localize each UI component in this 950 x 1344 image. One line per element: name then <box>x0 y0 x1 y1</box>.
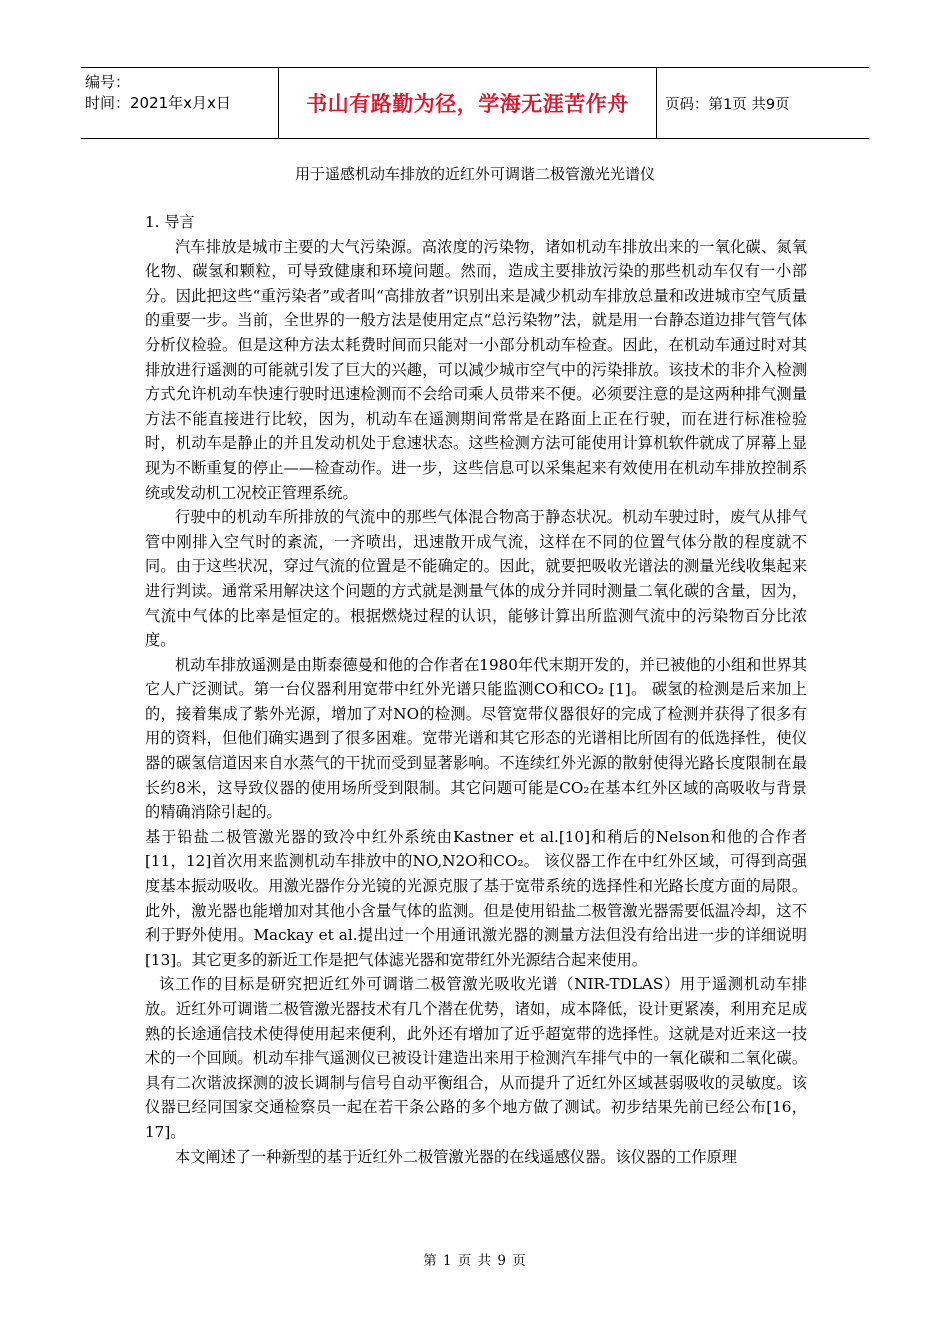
header-slogan-cell <box>279 68 657 138</box>
paragraph: 机动车排放遥测是由斯泰德曼和他的合作者在1980年代末期开发的，并已被他的小组和世界其它人广泛测试。第一台仪器利用宽带中红外光谱只能监测CO和CO₂ [1]。 碳氢的检测是后来加上的，接着集成了紫外光源，增加了对NO的检测。尽管宽带仪器很好的完成了检测并获得了很多有用的资料，但他们确实遇到了很多困难。宽带光谱和其它形态的光谱相比所固有的低选择性，使仪器的碳氢信道因来自水蒸气的干扰而受到显著影响。不连续红外光源的散射使得光路长度限制在最长约8米，这导致仪器的使用场所受到限制。其它问题可能是CO₂在基本红外区域的高吸收与背景的精确消除引起的。 <box>145 655 807 822</box>
document-body <box>145 210 807 1169</box>
section-heading: 1. 导言 <box>145 213 195 231</box>
document-title: 用于遥感机动车排放的近红外可调谐二极管激光光谱仪 <box>294 165 655 183</box>
header-table <box>81 67 869 139</box>
paragraph: 本文阐述了一种新型的基于近红外二极管激光器的在线遥感仪器。该仪器的工作原理 <box>175 1147 737 1166</box>
paragraph: 行驶中的机动车所排放的气流中的那些气体混合物高于静态状况。机动车驶过时，废气从排气管中刚排入空气时的紊流，一齐喷出，迅速散开成气流，这样在不同的位置气体分散的程度就不同。由于这些状况，穿过气流的位置是不能确定的。因此，就要把吸收光谱法的测量光线收集起来进行判读。通常采用解决这个问题的方式就是测量气体的成分并同时测量二氧化碳的含量，因为，气流中气体的比率是恒定的。根据燃烧过程的认识，能够计算出所监测气流中的污染物百分比浓度。 <box>145 508 807 650</box>
header-meta-cell <box>81 68 279 138</box>
paragraph: 基于铅盐二极管激光器的致冷中红外系统由Kastner et al.[10]和稍后的Nelson和他的合作者[11，12]首次用来监测机动车排放中的NO,N2O和CO₂。 该仪器工作在中红外区域，可得到高强度基本振动吸收。用激光器作分光镜的光源克服了基于宽带系统的选择性和光路长度方面的局限。此外，激光器也能增加对其他小含量气体的监测。但是使用铅盐二极管激光器需要低温冷却，这不利于野外使用。Mackay et al.提出过一个用通讯激光器的测量方法但没有给出进一步的详细说明[13]。其它更多的新近工作是把气体滤光器和宽带红外光源结合起来使用。 <box>145 827 807 969</box>
header-page-cell <box>657 68 869 138</box>
document-code-label: 编号： <box>85 73 131 91</box>
page-footer: 第 1 页 共 9 页 <box>423 1253 527 1269</box>
paragraph: 该工作的目标是研究把近红外可调谐二极管激光吸收光谱（NIR-TDLAS）用于遥测机动车排放。近红外可调谐二极管激光器技术有几个潜在优势，诸如，成本降低，设计更紧凑，利用充足成熟的长途通信技术使得使用起来便利，此外还有增加了近乎超宽带的选择性。这就是对近来这一技术的一个回顾。机动车排气遥测仪已被设计建造出来用于检测汽车排气中的一氧化碳和二氧化碳。具有二次谐波探测的波长调制与信号自动平衡组合，从而提升了近红外区域甚弱吸收的灵敏度。该仪器已经同国家交通检察员一起在若干条公路的多个地方做了测试。初步结果先前已经公布[16，17]。 <box>145 975 807 1141</box>
header-page-info: 页码：第1页 共9页 <box>665 96 790 113</box>
document-date: 时间：2021年x月x日 <box>85 94 231 112</box>
paragraph: 汽车排放是城市主要的大气污染源。高浓度的污染物，诸如机动车排放出来的一氧化碳、氮氧化物、碳氢和颗粒，可导致健康和环境问题。然而，造成主要排放污染的那些机动车仅有一小部分。因此把这些“重污染者”或者叫“高排放者”识别出来是减少机动车排放总量和改进城市空气质量的重要一步。当前，全世界的一般方法是使用定点“总污染物”法，就是用一台静态道边排气管气体分析仪检验。但是这种方法太耗费时间而只能对一小部分机动车检查。因此，在机动车通过时对其排放进行遥测的可能就引发了巨大的兴趣，可以减少城市空气中的污染排放。该技术的非介入检测方式允许机动车快速行驶时迅速检测而不会给司乘人员带来不便。必须要注意的是这两种排气测量方法不能直接进行比较，因为，机动车在遥测期间常常是在路面上正在行驶，而在进行标准检验时，机动车是静止的并且发动机处于怠速状态。这些检测方法可能使用计算机软件就成了屏幕上显现为不断重复的停止——检查动作。进一步，这些信息可以采集起来有效使用在机动车排放控制系统或发动机工况校正管理系统。 <box>145 237 807 502</box>
header-slogan: 书山有路勤为径，学海无涯苦作舟 <box>306 92 629 116</box>
